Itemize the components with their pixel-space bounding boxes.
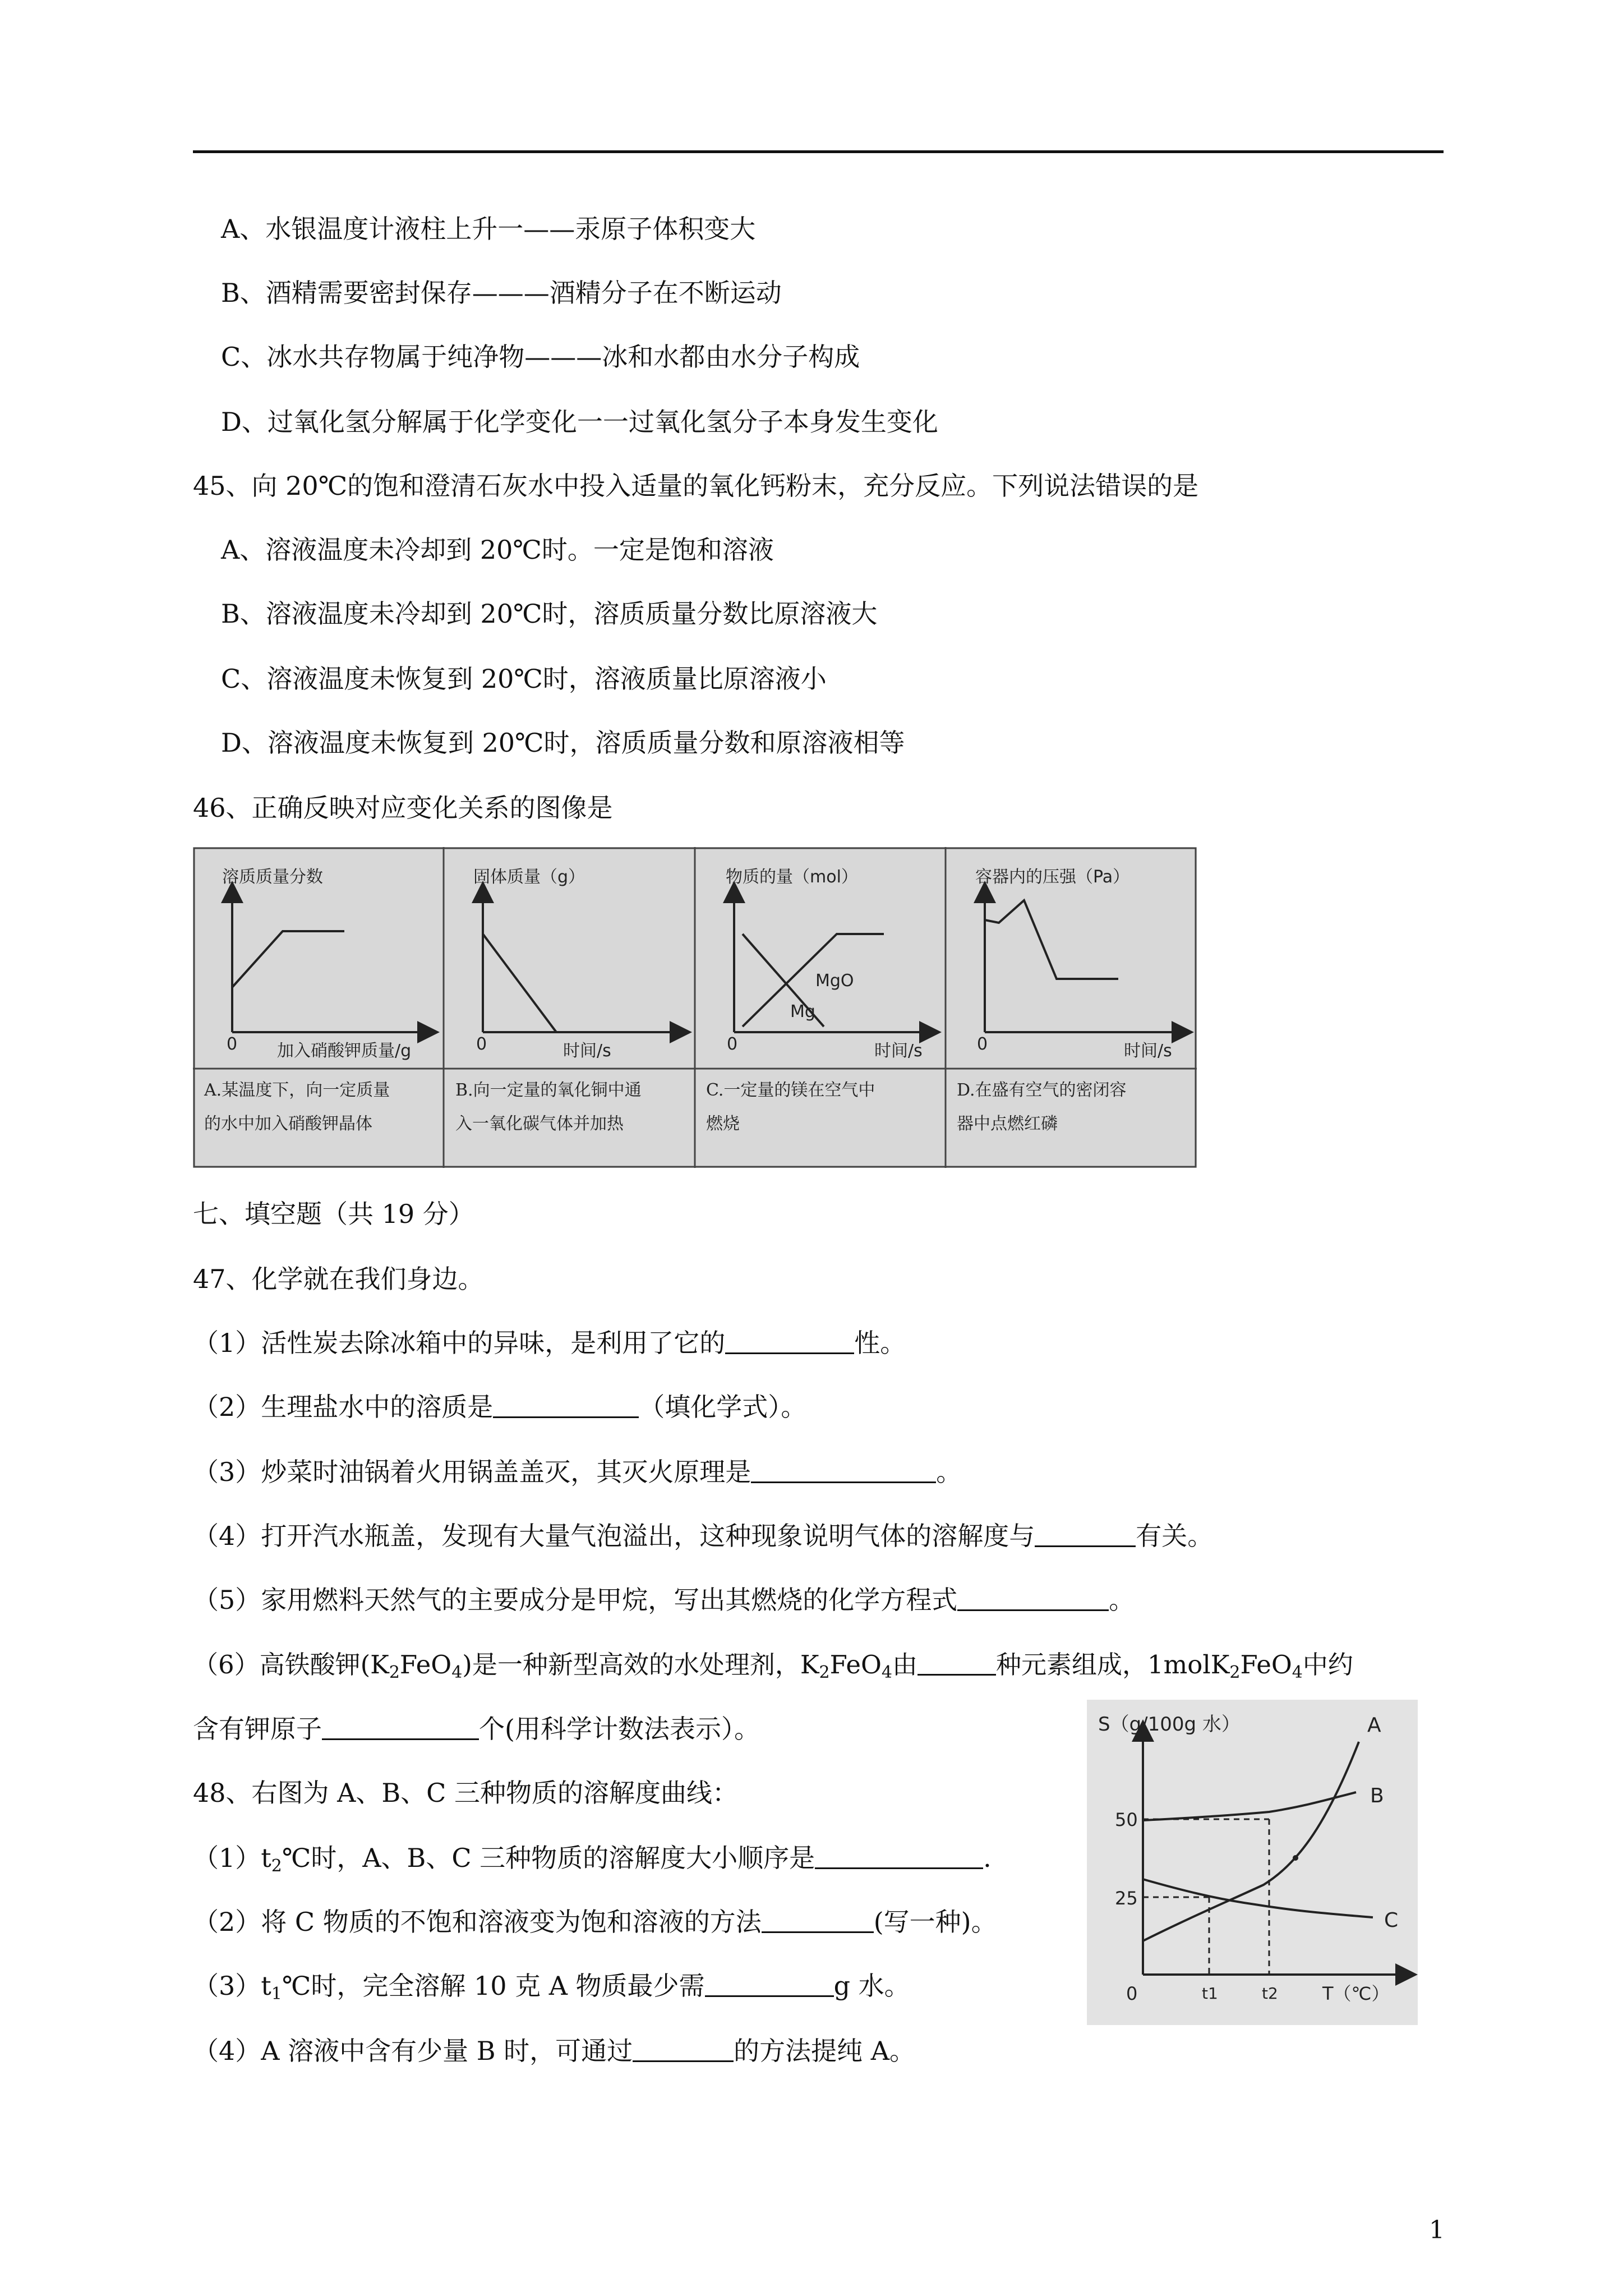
panel-d-ylabel: 容器内的压强（Pa）: [975, 867, 1130, 887]
q47-part-3: [193, 1455, 962, 1489]
q47-p6-text-1: （6）高铁酸钾(K: [193, 1650, 389, 1680]
q48-p2-blank[interactable]: [762, 1908, 874, 1933]
sol-ylabel: S（g/100g 水）: [1098, 1713, 1241, 1736]
q48-p4-text: （4）A 溶液中含有少量 B 时，可通过: [193, 2036, 633, 2066]
sol-xlabel: T（℃）: [1322, 1983, 1390, 2004]
panel-a-caption-line2: 的水中加入硝酸钾晶体: [204, 1114, 372, 1134]
curve-c-label: C: [1384, 1909, 1399, 1932]
q45-option-a: A、溶液温度未冷却到 20℃时。一定是饱和溶液: [221, 535, 774, 565]
panel-b-xlabel: 时间/s: [563, 1041, 611, 1061]
o4-subscript-1: 4: [451, 1663, 463, 1682]
q47-p4-blank[interactable]: [1035, 1522, 1136, 1547]
q48-p3-tail: g 水。: [833, 1971, 910, 2001]
panel-b-caption-line2: 入一氧化碳气体并加热: [455, 1114, 624, 1134]
panel-d-origin: 0: [977, 1034, 988, 1054]
q48-p1-tail: .: [983, 1843, 992, 1873]
q48-p1-text-2: ℃时，A、B、C 三种物质的溶解度大小顺序是: [282, 1843, 815, 1873]
curve-a: [1143, 1742, 1359, 1941]
o4-subscript-3: 4: [1292, 1663, 1303, 1682]
q47-stem: 47、化学就在我们身边。: [193, 1264, 484, 1294]
q47-p4-tail: 有关。: [1136, 1521, 1214, 1551]
t2-subscript: 2: [271, 1856, 282, 1876]
panel-a-curve: [232, 931, 344, 987]
k2-subscript-2: 2: [819, 1663, 830, 1682]
q47-p6-text-6: 种元素组成，1molK: [995, 1650, 1230, 1680]
q47-part-1: [193, 1326, 906, 1360]
panel-b-origin: 0: [476, 1034, 487, 1054]
panel-c-xlabel: 时间/s: [874, 1041, 923, 1061]
panel-a-xlabel: 加入硝酸钾质量/g: [277, 1041, 412, 1061]
section-7-title: 七、填空题（共 19 分）: [193, 1199, 474, 1229]
panel-d-caption-line2: 器中点燃红磷: [957, 1114, 1058, 1134]
q48-p1-text: （1）t: [193, 1843, 271, 1873]
q48-p2-text: （2）将 C 物质的不饱和溶液变为饱和溶液的方法: [193, 1907, 762, 1937]
q47-p3-tail: 。: [936, 1457, 962, 1487]
q44-option-b: B、酒精需要密封保存———酒精分子在不断运动: [221, 278, 782, 308]
q44-option-a: A、水银温度计液柱上升一——汞原子体积变大: [221, 214, 756, 244]
panel-d-xlabel: 时间/s: [1124, 1041, 1172, 1061]
curve-a-label: A: [1367, 1714, 1381, 1737]
q48-part-4: [193, 2034, 915, 2068]
q45-option-b: B、溶液温度未冷却到 20℃时，溶质质量分数比原溶液大: [221, 599, 878, 629]
q47-p6-text-4: FeO: [829, 1650, 882, 1680]
panel-c-caption-line2: 燃烧: [706, 1114, 740, 1134]
sol-xtick-t1: t1: [1202, 1984, 1218, 2003]
q47-p6-text-10: 个(用科学计数法表示）。: [479, 1714, 760, 1744]
q48-p4-tail: 的方法提纯 A。: [734, 2036, 915, 2066]
q47-p6-text-7: FeO: [1240, 1650, 1292, 1680]
curve-c: [1143, 1879, 1373, 1917]
panel-c-origin: 0: [727, 1034, 738, 1054]
panel-a-ylabel: 溶质质量分数: [222, 867, 323, 887]
q47-p2-blank[interactable]: [493, 1393, 639, 1418]
q48-p3-text-2: ℃时，完全溶解 10 克 A 物质最少需: [282, 1971, 705, 2001]
sol-origin: 0: [1126, 1983, 1138, 2004]
panel-c-mg-label: Mg: [790, 1002, 815, 1022]
q44-option-c: C、冰水共存物属于纯净物———冰和水都由水分子构成: [221, 342, 860, 372]
q48-part-3: [193, 1969, 910, 2011]
q47-part-6-cont: [193, 1712, 760, 1746]
panel-b-ylabel: 固体质量（g）: [473, 867, 585, 887]
q47-part-6: [193, 1648, 1353, 1690]
k2-subscript-1: 2: [389, 1663, 400, 1682]
q47-p6-blank-2[interactable]: [322, 1715, 479, 1740]
q47-p5-text: （5）家用燃料天然气的主要成分是甲烷，写出其燃烧的化学方程式: [193, 1585, 958, 1615]
k2-subscript-3: 2: [1229, 1663, 1241, 1682]
q45-option-c: C、溶液温度未恢复到 20℃时，溶液质量比原溶液小: [221, 664, 827, 694]
q48-p1-blank[interactable]: [815, 1844, 983, 1869]
q47-p5-blank[interactable]: [957, 1586, 1109, 1611]
q47-p6-text-2: FeO: [399, 1650, 452, 1680]
panel-b-caption-line1: B.向一定量的氧化铜中通: [455, 1080, 642, 1100]
q46-stem: 46、正确反映对应变化关系的图像是: [193, 793, 613, 823]
q46-graph-panels: [193, 847, 1197, 1168]
page-number: 1: [1429, 2216, 1445, 2244]
sol-ytick-50: 50: [1115, 1809, 1138, 1830]
q47-p3-blank[interactable]: [751, 1458, 936, 1483]
q47-p2-text: （2）生理盐水中的溶质是: [193, 1392, 494, 1422]
q48-p3-text: （3）t: [193, 1971, 271, 2001]
q45-stem: 45、向 20℃的饱和澄清石灰水中投入适量的氧化钙粉末，充分反应。下列说法错误的是: [193, 471, 1199, 501]
sol-dot: [1293, 1855, 1298, 1861]
q47-p6-text-3: )是一种新型高效的水处理剂，K: [462, 1650, 819, 1680]
panel-c-caption-line1: C.一定量的镁在空气中: [706, 1080, 875, 1100]
panel-a-origin: 0: [227, 1034, 238, 1054]
q47-part-2: [193, 1390, 806, 1424]
header-rule: [193, 150, 1444, 153]
panel-b-curve: [483, 934, 556, 1032]
q47-p6-text-9: 含有钾原子: [193, 1714, 322, 1744]
panel-c-mgo-label: MgO: [815, 971, 854, 991]
t1-subscript: 1: [271, 1984, 282, 2004]
q48-p2-tail: (写一种)。: [873, 1907, 997, 1937]
q47-p6-text-8: 中约: [1302, 1650, 1353, 1680]
q47-p1-text: （1）活性炭去除冰箱中的异味，是利用了它的: [193, 1328, 726, 1358]
curve-b-label: B: [1370, 1784, 1384, 1807]
panel-c-ylabel: 物质的量（mol）: [726, 867, 858, 887]
q47-p6-blank-1[interactable]: [917, 1650, 996, 1676]
q48-p3-blank[interactable]: [705, 1972, 834, 1997]
panel-a-caption-line1: A.某温度下，向一定质量: [204, 1080, 390, 1100]
q44-option-d: D、过氧化氢分解属于化学变化一一过氧化氢分子本身发生变化: [221, 407, 938, 437]
q47-p1-blank[interactable]: [725, 1329, 854, 1354]
q47-p5-tail: 。: [1109, 1585, 1135, 1615]
q47-p3-text: （3）炒菜时油锅着火用锅盖盖灭，其灭火原理是: [193, 1457, 751, 1487]
panel-d-caption-line1: D.在盛有空气的密闭容: [957, 1080, 1127, 1100]
q47-p4-text: （4）打开汽水瓶盖，发现有大量气泡溢出，这种现象说明气体的溶解度与: [193, 1521, 1035, 1551]
panel-d-curve: [985, 900, 1118, 979]
sol-xtick-t2: t2: [1262, 1984, 1278, 2003]
q48-part-2: [193, 1905, 997, 1939]
q47-part-4: [193, 1519, 1213, 1553]
sol-ytick-25: 25: [1115, 1888, 1138, 1909]
o4-subscript-2: 4: [881, 1663, 892, 1682]
q47-part-5: [193, 1583, 1135, 1617]
q48-p4-blank[interactable]: [633, 2037, 734, 2062]
q48-stem: 48、右图为 A、B、C 三种物质的溶解度曲线：: [193, 1778, 738, 1808]
q47-p1-tail: 性。: [854, 1328, 906, 1358]
q45-option-d: D、溶液温度未恢复到 20℃时，溶质质量分数和原溶液相等: [221, 728, 905, 758]
solubility-chart-svg: [1087, 1700, 1418, 2025]
solubility-chart: [1087, 1700, 1418, 2025]
q47-p6-text-5: 由: [892, 1650, 917, 1680]
q47-p2-tail: （填化学式）。: [639, 1392, 807, 1422]
q48-part-1: [193, 1841, 992, 1883]
